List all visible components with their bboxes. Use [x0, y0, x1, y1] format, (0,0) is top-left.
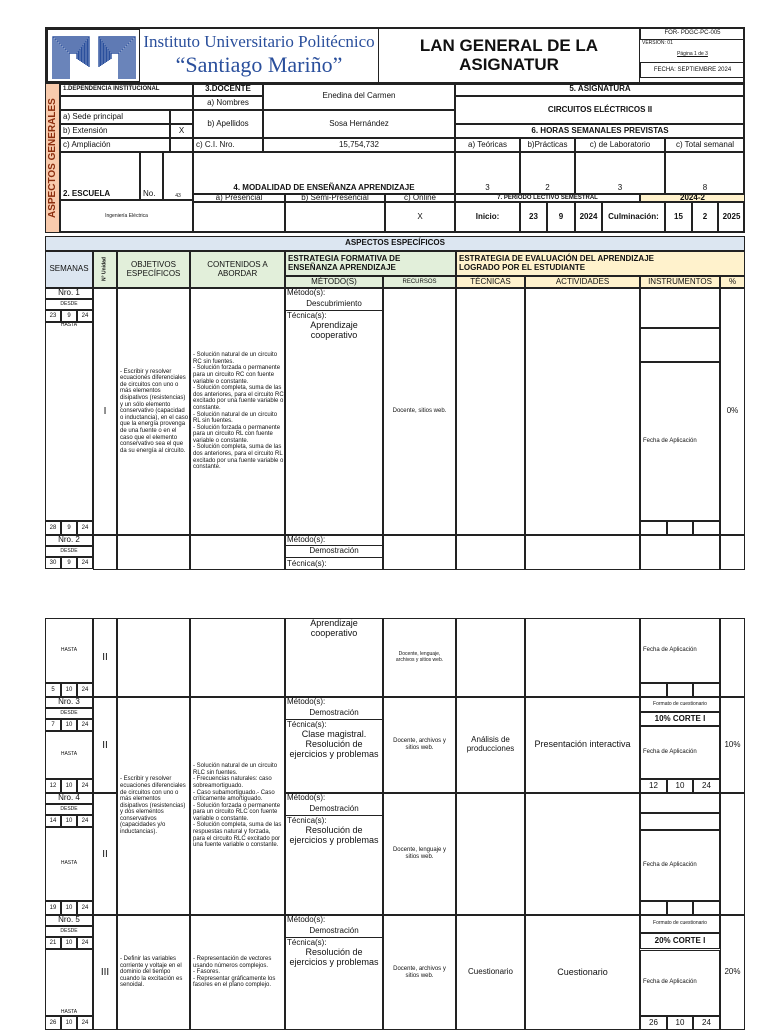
fecha-label: Fecha de Aplicación	[640, 362, 720, 521]
technique-blank	[456, 535, 525, 570]
laboratorio-value: 3	[575, 152, 665, 194]
modalidad-label: 4. MODALIDAD DE ENSEÑANZA APRENDIZAJE	[193, 152, 455, 194]
contenidos-value: - Solución natural de un circuito RLC sin fuentes. - Frecuencias naturales: caso sobreamortiguado. - Caso subamortiguado.- Caso críticamente amortiguado. - Solución forzada o permanente para un circuito RLC con fuente variable o constante. - Solución completa, suma de las respuestas natural y forzada, para el circuito RLC excitado por una fuente variable o constante.	[190, 697, 285, 915]
fecha-date-cell	[640, 521, 667, 535]
actividades-header: ACTIVIDADES	[525, 276, 640, 288]
metodo-label: Método(s):	[287, 288, 326, 297]
percent-value	[720, 793, 745, 915]
online-value[interactable]: X	[385, 202, 455, 233]
desde-label: DESDE	[45, 546, 93, 557]
week-number: Nro. 5	[45, 915, 93, 926]
unidad-value: II	[93, 793, 117, 915]
tecnica-label: Técnica(s):	[287, 938, 327, 947]
metodo-label: Método(s):	[287, 697, 326, 706]
hasta-label: HASTA	[45, 731, 93, 779]
dependencia-blank	[60, 96, 193, 110]
fecha-date-cell	[667, 521, 693, 535]
recursos-cell: Docente, lenguaje y sitios web.	[383, 793, 456, 915]
recursos-cell: Docente, archivos y sitios web.	[383, 915, 456, 1030]
fecha-label: Fecha de Aplicación	[640, 950, 720, 1017]
end-date-cell: 12	[45, 779, 61, 793]
semipresencial-value[interactable]	[285, 202, 385, 233]
activity	[525, 793, 640, 915]
evaluation-technique: Cuestionario	[456, 915, 525, 1030]
ampliacion-label: c) Ampliación	[60, 138, 170, 152]
end-date-cell: 28	[45, 521, 61, 535]
nombres-label: a) Nombres	[193, 96, 263, 110]
hasta-label: HASTA	[45, 827, 93, 901]
end-date-cell: 24	[77, 779, 93, 793]
evaluation-technique: Análisis de producciones	[456, 697, 525, 793]
inicio-label: Inicio:	[455, 202, 520, 233]
apellidos-value: Sosa Hernández	[263, 110, 455, 138]
tecnica-label: Técnica(s):	[287, 720, 327, 729]
start-date-cell: 21	[45, 937, 61, 949]
metodo-label: Método(s):	[287, 535, 326, 544]
recursos-cell: Docente, archivos y sitios web.	[383, 697, 456, 793]
document-date: FECHA: SEPTIEMBRE 2024	[640, 62, 745, 78]
escuela-label: 2. ESCUELA	[60, 152, 140, 200]
percent-header: %	[720, 276, 745, 288]
activity: Presentación interactiva	[525, 697, 640, 793]
start-date-cell: 23	[45, 310, 61, 322]
tecnica-value: Resolución de ejercicios y problemas	[289, 826, 379, 845]
page-title: LAN GENERAL DE LA ASIGNATUR	[378, 27, 640, 84]
unidad-value: II	[93, 697, 117, 793]
recursos-cell: Docente, sitios web.	[383, 288, 456, 535]
extension-label: b) Extensión	[60, 124, 170, 138]
ci-label: c) C.I. Nro.	[193, 138, 263, 152]
logo-icon	[49, 31, 139, 81]
unidad-header: N° Unidad	[93, 251, 117, 288]
online-label: c) Online	[385, 194, 455, 202]
desde-label: DESDE	[45, 299, 93, 310]
tecnica-value: Resolución de ejercicios y problemas	[289, 948, 379, 967]
end-date-cell: 9	[61, 521, 77, 535]
apellidos-label: b) Apellidos	[193, 110, 263, 138]
start-date-cell: 7	[45, 719, 61, 731]
formato-label	[640, 793, 720, 813]
start-date-cell: 14	[45, 815, 61, 827]
desde-label: DESDE	[45, 926, 93, 937]
start-date-cell: 9	[61, 310, 77, 322]
objetivos-value: - Escribir y resolver ecuaciones diferenciales de circuitos con uno o más elementos disipativos (resistencias) y dos elementos conservativos (capacidades y/o inductancias).	[117, 697, 190, 915]
activity	[525, 618, 640, 697]
week-number: Nro. 4	[45, 793, 93, 804]
tecnica-value: Aprendizaje cooperativo	[310, 321, 358, 340]
activity: Cuestionario	[525, 915, 640, 1030]
corte-label	[640, 813, 720, 830]
formato-label	[640, 288, 720, 328]
form-code: FOR- PDGC-PC-005	[640, 27, 745, 40]
inicio-day: 23	[520, 202, 547, 233]
institution-name-line2: “Santiago Mariño”	[175, 51, 343, 77]
nombres-value: Enedina del Carmen	[263, 83, 455, 110]
asignatura-label: 5. ASIGNATURA	[455, 83, 745, 96]
recursos-cell: Docente, lenguaje, archivos y sitios web.	[383, 618, 456, 697]
start-date-cell: 10	[61, 719, 77, 731]
fecha-date-cell	[640, 683, 667, 697]
escuela-no-value: 43	[163, 152, 193, 200]
corte-label: 10% CORTE I	[640, 712, 720, 725]
metodo-value: Descubrimiento	[285, 298, 383, 311]
end-date-cell: 5	[45, 683, 61, 697]
metodos-header: MÉTODO(S)	[285, 276, 383, 288]
sede-value[interactable]	[170, 110, 193, 124]
estrategia-formativa-header: ESTRATEGIA FORMATIVA DE ENSEÑANZA APRENDIZAJE	[285, 251, 456, 276]
percent-blank	[720, 535, 745, 570]
docente-label: 3.DOCENTE	[193, 83, 263, 96]
presencial-label: a) Presencial	[193, 194, 285, 202]
activity-blank	[525, 535, 640, 570]
recursos-blank	[383, 535, 456, 570]
evaluation-technique	[456, 288, 525, 535]
metodo-value: Demostración	[285, 803, 383, 816]
formato-label: Formato de cuestionario	[640, 915, 720, 933]
start-date-cell: 10	[61, 937, 77, 949]
tecnicas-header: TÉCNICAS	[456, 276, 525, 288]
end-date-cell: 24	[77, 1016, 93, 1030]
laboratorio-label: c) de Laboratorio	[575, 138, 665, 152]
institution-name-line1: Instituto Universitario Politécnico	[143, 32, 375, 52]
objetivos-blank	[117, 535, 190, 570]
culminacion-month: 2	[692, 202, 718, 233]
objetivos-header: OBJETIVOS ESPECÍFICOS	[117, 251, 190, 288]
teoricas-value: 3	[455, 152, 520, 194]
escuela-no-label: No.	[140, 152, 163, 200]
extension-value[interactable]: X	[170, 124, 193, 138]
unidad-value: III	[93, 915, 117, 1030]
unidad-value: I	[93, 288, 117, 535]
metodo-value: Demostración	[285, 925, 383, 938]
start-date-cell: 24	[77, 719, 93, 731]
contenidos-blank	[190, 618, 285, 697]
culminacion-label: Culminación:	[602, 202, 665, 233]
metodo-value: Demostración	[285, 707, 383, 720]
inicio-year: 2024	[575, 202, 602, 233]
metodo-value: Demostración	[285, 545, 383, 558]
instrument-blank	[640, 535, 720, 570]
semanas-header: SEMANAS	[45, 251, 93, 288]
instrumentos-header: INSTRUMENTOS	[640, 276, 720, 288]
fecha-date-cell: 24	[693, 779, 720, 793]
tecnica-value: Clase magistral. Resolución de ejercicios y problemas	[289, 730, 379, 759]
start-date-cell: 9	[61, 557, 77, 569]
teoricas-label: a) Teóricas	[455, 138, 520, 152]
end-date-cell: 24	[77, 521, 93, 535]
hasta-label: HASTA	[45, 322, 93, 521]
fecha-date-cell	[693, 901, 720, 915]
culminacion-year: 2025	[718, 202, 745, 233]
contenidos-value: - Representación de vectores usando números complejos. - Fasores. - Representar gráficamente los fasores en el plano complejo.	[190, 915, 285, 1030]
fecha-date-cell	[667, 901, 693, 915]
tecnica-label: Técnica(s):	[287, 311, 327, 320]
presencial-value[interactable]	[193, 202, 285, 233]
objetivos-value: - Definir las variables corriente y voltaje en el dominio del tiempo cuando la excitación es senoidal.	[117, 915, 190, 1030]
inicio-month: 9	[547, 202, 575, 233]
version: VERSIÓN: 01	[642, 40, 673, 47]
side-label: ASPECTOS GENERALES	[45, 83, 60, 233]
tecnica-label: Técnica(s):	[287, 558, 327, 568]
week-number: Nro. 1	[45, 288, 93, 299]
fecha-date-cell	[640, 901, 667, 915]
percent-value: 10%	[720, 697, 745, 793]
activity	[525, 288, 640, 535]
hasta-label: HASTA	[45, 618, 93, 683]
ci-value: 15,754,732	[263, 138, 455, 152]
culminacion-day: 15	[665, 202, 692, 233]
fecha-date-cell: 12	[640, 779, 667, 793]
end-date-cell: 19	[45, 901, 61, 915]
objetivos-blank	[117, 618, 190, 697]
fecha-date-cell: 10	[667, 779, 693, 793]
start-date-cell: 24	[77, 310, 93, 322]
page-number: Página 1 de 3	[677, 51, 708, 58]
periodo-label: 7. PERÍODO LECTIVO SEMESTRAL	[455, 194, 640, 202]
end-date-cell: 10	[61, 779, 77, 793]
hasta-label: HASTA	[45, 949, 93, 1016]
fecha-label: Fecha de Aplicación	[640, 830, 720, 901]
recursos-header: RECURSOS	[383, 276, 456, 288]
specific-title: ASPECTOS ESPECÍFICOS	[45, 236, 745, 251]
semipresencial-label: b) Semi-Presencial	[285, 194, 385, 202]
asignatura-value: CIRCUITOS ELÉCTRICOS II	[455, 96, 745, 124]
week-number: Nro. 2	[45, 535, 93, 546]
practicas-value: 2	[520, 152, 575, 194]
desde-label: DESDE	[45, 804, 93, 815]
ampliacion-value[interactable]	[170, 138, 193, 152]
fecha-date-cell: 10	[667, 1016, 693, 1030]
end-date-cell: 26	[45, 1016, 61, 1030]
corte-label: 20% CORTE I	[640, 933, 720, 949]
fecha-label: Fecha de Aplicación	[640, 618, 720, 683]
tecnica-value: Aprendizaje cooperativo	[285, 618, 383, 697]
percent-value	[720, 618, 745, 697]
start-date-cell: 24	[77, 815, 93, 827]
sede-label: a) Sede principal	[60, 110, 170, 124]
metodo-label: Método(s):	[287, 915, 326, 924]
objetivos-value: - Escribir y resolver ecuaciones diferenciales de circuitos con uno o más elementos disipativos (resistencias) y un sólo elemento conservativo (capacidad o inductancia), en el caso que la energía provenga de una fuente o en el caso que el elemento conservativo sea el que da su energía al circuito.	[117, 288, 190, 535]
periodo-value: 2024-2	[640, 194, 745, 202]
corte-label	[640, 328, 720, 363]
end-date-cell: 24	[77, 901, 93, 915]
tecnica-label: Técnica(s):	[287, 816, 327, 825]
end-date-cell: 10	[61, 901, 77, 915]
contenidos-value: - Solución natural de un circuito RC sin fuentes. - Solución forzada o permanente para un circuito RC con fuente variable o constante. - Solución completa, suma de las dos anteriores, para el circuito RC excitado por una fuente variable o constante. - Solución natural de un circuito RL sin fuentes. - Solución forzada o permanente para un circuito RL con fuente variable o constante. - Solución completa, suma de las dos anteriores, para el circuito RL excitado por una fuente variable o constante.	[190, 288, 285, 535]
metodo-label: Método(s):	[287, 793, 326, 802]
evaluation-technique	[456, 618, 525, 697]
contenidos-blank	[190, 535, 285, 570]
start-date-cell: 10	[61, 815, 77, 827]
start-date-cell: 24	[77, 937, 93, 949]
start-date-cell: 30	[45, 557, 61, 569]
fecha-date-cell	[693, 683, 720, 697]
total-value: 8	[665, 152, 745, 194]
percent-value: 0%	[720, 288, 745, 535]
formato-label: Formato de cuestionario	[640, 697, 720, 712]
evaluation-technique	[456, 793, 525, 915]
end-date-cell: 24	[77, 683, 93, 697]
horas-label: 6. HORAS SEMANALES PREVISTAS	[455, 124, 745, 138]
estrategia-evaluacion-header: ESTRATEGIA DE EVALUACIÓN DEL APRENDIZAJE LOGRADO POR EL ESTUDIANTE	[456, 251, 745, 276]
fecha-date-cell	[693, 521, 720, 535]
fecha-label: Fecha de Aplicación	[640, 726, 720, 779]
total-label: c) Total semanal	[665, 138, 745, 152]
week-number: Nro. 3	[45, 697, 93, 708]
contenidos-header: CONTENIDOS A ABORDAR	[190, 251, 285, 288]
dependencia-label: 1.DEPENDENCIA INSTITUCIONAL	[60, 83, 193, 96]
end-date-cell: 10	[61, 683, 77, 697]
escuela-value: Ingeniería Eléctrica	[60, 200, 193, 233]
fecha-date-cell	[667, 683, 693, 697]
percent-value: 20%	[720, 915, 745, 1030]
fecha-date-cell: 24	[693, 1016, 720, 1030]
unidad-value: II	[93, 618, 117, 697]
start-date-cell: 24	[77, 557, 93, 569]
desde-label: DESDE	[45, 708, 93, 719]
fecha-date-cell: 26	[640, 1016, 667, 1030]
end-date-cell: 10	[61, 1016, 77, 1030]
institution-logo	[47, 29, 140, 82]
unidad-blank	[93, 535, 117, 570]
practicas-label: b)Prácticas	[520, 138, 575, 152]
